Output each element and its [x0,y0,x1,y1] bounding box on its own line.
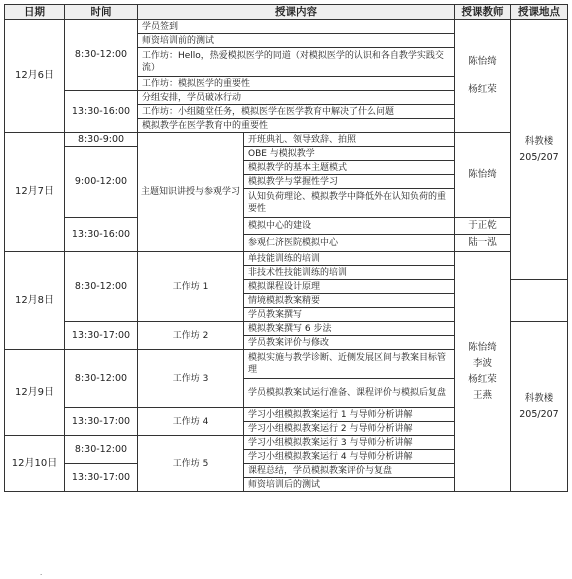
content-cell: 师资培训后的测试 [244,478,455,492]
date-cell: 12月6日 [5,20,65,133]
teacher-name: 杨红荣 [468,84,497,95]
teacher-cell [455,252,511,492]
content-cell: 非技术性技能训练的培训 [244,266,455,280]
time-cell: 13:30-17:00 [65,408,138,436]
content-cell: OBE 与模拟教学 [244,147,455,161]
content-cell: 模拟课程设计原理 [244,280,455,294]
time-cell: 13:30-16:00 [65,91,138,133]
teacher-cell: 于正乾 [455,218,511,235]
content-cell: 学习小组模拟教案运行 3 与导师分析讲解 [244,436,455,450]
header-time: 时间 [65,5,138,20]
topic-cell: 工作坊 5 [138,436,244,492]
content-cell: 模拟实施与教学诊断、近侧发展区间与教案目标管理 [244,350,455,379]
content-cell: 模拟教学与掌握性学习 [244,175,455,189]
teacher-cell: 陆一泓 [455,235,511,252]
teacher-cell: 陈怡绮 [455,133,511,218]
content-cell: 学员模拟教案试运行准备、课程评价与模拟后复盘 [244,379,455,408]
header-date: 日期 [5,5,65,20]
date-cell: 12月10日 [5,436,65,492]
content-cell: 学员教案评价与修改 [244,336,455,350]
teacher-name: 李波 [472,357,492,369]
time-cell: 8:30-12:00 [65,252,138,322]
content-cell: 工作坊：小组随堂任务，模拟医学在医学教育中解决了什么问题 [138,105,455,119]
topic-cell: 工作坊 2 [138,322,244,350]
content-cell: 模拟中心的建设 [244,218,455,235]
footer-mark: · [40,571,43,579]
time-cell: 13:30-16:00 [65,218,138,252]
content-cell: 学员教案撰写 [244,308,455,322]
content-cell: 师资培训前的测试 [138,34,455,48]
place-name: 科教楼 [524,392,554,404]
time-cell: 8:30-12:00 [65,350,138,408]
place-room: 205/207 [519,408,559,420]
date-cell: 12月9日 [5,350,65,436]
content-cell: 学员签到 [138,20,455,34]
schedule-table [4,4,568,492]
content-cell: 学习小组模拟教案运行 2 与导师分析讲解 [244,422,455,436]
content-cell: 参观仁济医院模拟中心 [244,235,455,252]
time-cell: 8:30-9:00 [65,133,138,147]
content-cell: 工作坊：Hello，热爱模拟医学的同道（对模拟医学的认识和各自教学实践交流） [138,48,455,77]
teacher-name: 陈怡绮 [468,56,497,67]
content-cell: 模拟教案撰写 6 步法 [244,322,455,336]
content-cell: 模拟教学在医学教育中的重要性 [138,119,455,133]
topic-cell: 工作坊 1 [138,252,244,322]
date-cell: 12月8日 [5,252,65,350]
content-cell: 课程总结，学员模拟教案评价与复盘 [244,464,455,478]
content-cell: 情境模拟教案精要 [244,294,455,308]
time-cell: 8:30-12:00 [65,20,138,91]
teacher-name: 陈怡绮 [468,341,497,353]
place-cell [511,20,568,280]
time-cell: 13:30-17:00 [65,464,138,492]
topic-cell: 主题知识讲授与参观学习 [138,133,244,252]
teacher-name: 王燕 [472,389,492,401]
header-place: 授课地点 [511,5,568,20]
header-row [5,5,568,20]
teacher-name: 杨红荣 [468,373,497,385]
content-cell: 学习小组模拟教案运行 4 与导师分析讲解 [244,450,455,464]
place-cell-gap [511,280,568,322]
place-cell [511,322,568,492]
header-teacher: 授课教师 [455,5,511,20]
content-cell: 开班典礼、领导致辞、拍照 [244,133,455,147]
time-cell: 8:30-12:00 [65,436,138,464]
topic-cell: 工作坊 3 [138,350,244,408]
content-cell: 分组安排，学员破冰行动 [138,91,455,105]
time-cell: 9:00-12:00 [65,147,138,218]
date-cell: 12月7日 [5,133,65,252]
header-content: 授课内容 [138,5,455,20]
content-cell: 模拟教学的基本主题模式 [244,161,455,175]
content-cell: 认知负荷理论、模拟教学中降低外在认知负荷的重要性 [244,189,455,218]
place-name: 科教楼 [524,135,554,147]
content-cell: 工作坊：模拟医学的重要性 [138,77,455,91]
topic-cell: 工作坊 4 [138,408,244,436]
content-cell: 学习小组模拟教案运行 1 与导师分析讲解 [244,408,455,422]
content-cell: 单技能训练的培训 [244,252,455,266]
time-cell: 13:30-17:00 [65,322,138,350]
place-room: 205/207 [519,151,559,163]
teacher-cell [455,20,511,133]
